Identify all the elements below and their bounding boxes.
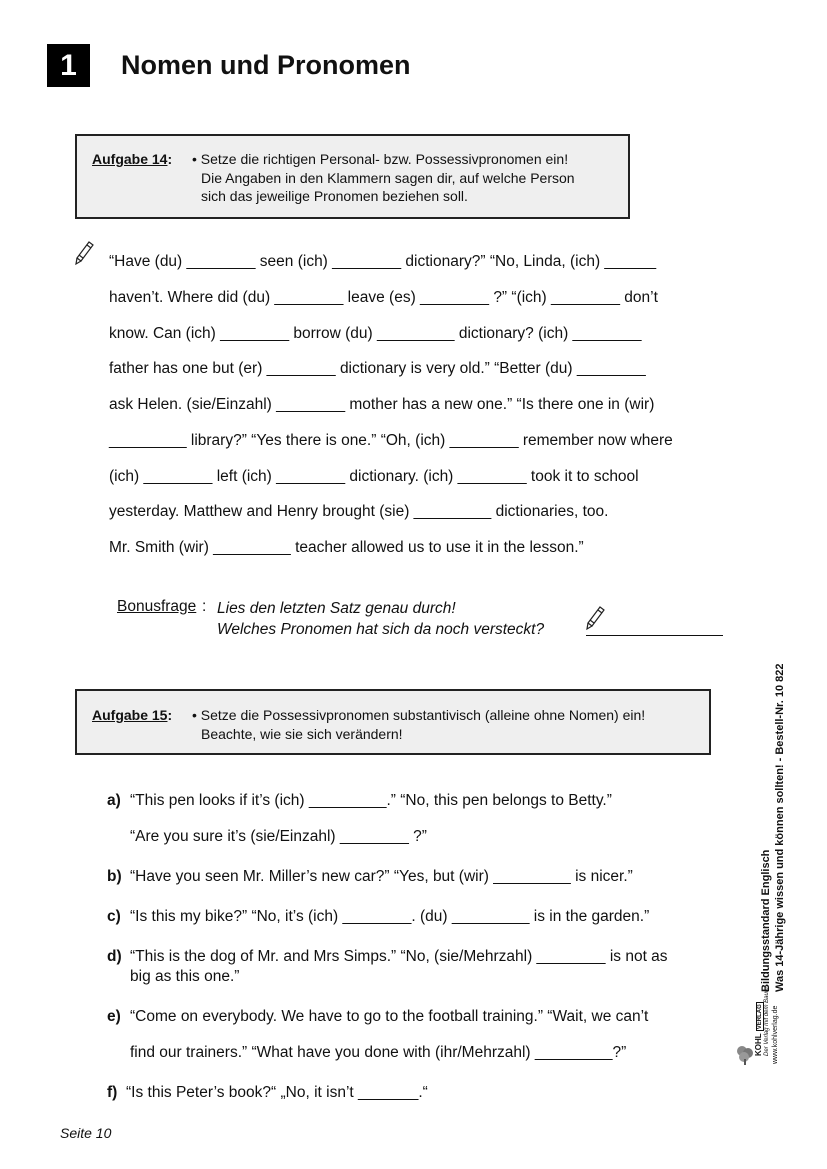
sidebar-title: Bildungsstandard Englisch: [760, 849, 772, 992]
question-line: “Is this my bike?” “No, it’s (ich) ________. (du) _________ is in the garden.”: [130, 908, 650, 925]
question-letter: e): [107, 1008, 121, 1025]
tree-logo-icon: [736, 1044, 754, 1066]
pencil-icon: [585, 605, 607, 631]
bonus-colon: :: [202, 598, 207, 615]
question-line: “Have you seen Mr. Miller’s new car?” “Yes, but (wir) _________ is nicer.”: [130, 868, 633, 885]
exercise-line: know. Can (ich) ________ borrow (du) _________ dictionary? (ich) ________: [109, 325, 642, 342]
question-line: “This pen looks if it’s (ich) _________.” “No, this pen belongs to Betty.”: [130, 792, 612, 809]
task-14-text: • Setze die richtigen Personal- bzw. Possessivpronomen ein! Die Angaben in den Klammern sagen dir, auf welche Person sich das jeweilige Pronomen beziehen soll.: [192, 151, 575, 204]
exercise-line: Mr. Smith (wir) _________ teacher allowed us to use it in the lesson.”: [109, 539, 584, 556]
publisher-slogan: Der Verlag mit dem Baum: [764, 987, 770, 1056]
task-15-box: [75, 689, 711, 755]
publisher-sidebar: [738, 650, 792, 1070]
question-line: big as this one.”: [130, 968, 240, 985]
exercise-line: “Have (du) ________ seen (ich) ________ dictionary?” “No, Linda, (ich) ______: [109, 253, 657, 270]
bonus-text: Lies den letzten Satz genau durch! Welches Pronomen hat sich da noch versteckt?: [217, 600, 545, 638]
question-line: “Is this Peter’s book?“ „No, it isn’t _______.“: [126, 1084, 428, 1101]
bonus-answer-line[interactable]: [586, 635, 723, 636]
chapter-number: 1: [47, 44, 90, 87]
question-letter: c): [107, 908, 121, 925]
task-14-box: [75, 134, 630, 219]
exercise-line: yesterday. Matthew and Henry brought (sie) _________ dictionaries, too.: [109, 503, 609, 520]
task-15-text: • Setze die Possessivpronomen substantivisch (alleine ohne Nomen) ein! Beachte, wie sie sich verändern!: [192, 707, 646, 742]
sidebar-subtitle: Was 14-Jährige wissen und können sollten! - Bestell-Nr. 10 822: [774, 663, 786, 992]
page-number: Seite 10: [60, 1125, 112, 1141]
task-14-label: Aufgabe 14:: [92, 151, 173, 167]
publisher-url: www.kohlverlag.de: [772, 1005, 779, 1064]
exercise-line: (ich) ________ left (ich) ________ dictionary. (ich) ________ took it to school: [109, 468, 639, 485]
exercise-line: _________ library?” “Yes there is one.” “Oh, (ich) ________ remember now where: [109, 432, 673, 449]
question-letter: b): [107, 868, 122, 885]
question-letter: f): [107, 1084, 118, 1101]
exercise-line: father has one but (er) ________ dictionary is very old.” “Better (du) ________: [109, 360, 646, 377]
pencil-icon: [74, 240, 96, 266]
question-line: “This is the dog of Mr. and Mrs Simps.” “No, (sie/Mehrzahl) ________ is not as: [130, 948, 668, 965]
page-title: Nomen und Pronomen: [121, 50, 411, 80]
question-letter: a): [107, 792, 121, 809]
question-letter: d): [107, 948, 122, 965]
bonus-label: Bonusfrage: [117, 598, 197, 615]
question-line: “Are you sure it’s (sie/Einzahl) ________ ?”: [130, 828, 427, 845]
publisher-name: KOHL VERLAG: [754, 1004, 763, 1056]
exercise-line: ask Helen. (sie/Einzahl) ________ mother has a new one.” “Is there one in (wir): [109, 396, 655, 413]
question-line: “Come on everybody. We have to go to the football training.” “Wait, we can’t: [130, 1008, 649, 1025]
task-15-label: Aufgabe 15:: [92, 707, 173, 723]
question-line: find our trainers.” “What have you done with (ihr/Mehrzahl) _________?”: [130, 1044, 627, 1061]
exercise-line: haven’t. Where did (du) ________ leave (es) ________ ?” “(ich) ________ don’t: [109, 289, 658, 306]
